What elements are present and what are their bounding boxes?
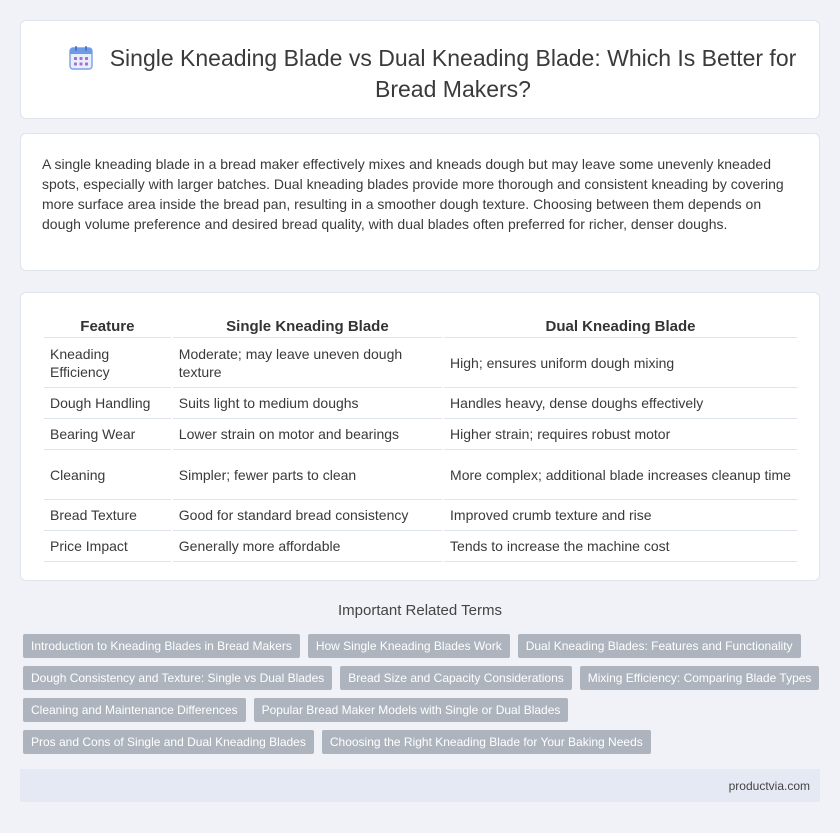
comparison-table bbox=[42, 315, 799, 562]
calendar-icon bbox=[68, 45, 94, 71]
table-cell-single: Simpler; fewer parts to clean bbox=[173, 450, 442, 500]
footer bbox=[20, 769, 820, 802]
table-row bbox=[44, 419, 797, 450]
related-term-tag[interactable]: Dough Consistency and Texture: Single vs Dual Blades bbox=[23, 666, 332, 690]
table-cell-single: Lower strain on motor and bearings bbox=[173, 419, 442, 450]
table-cell-dual: More complex; additional blade increases cleanup time bbox=[444, 450, 797, 500]
table-cell-feature: Dough Handling bbox=[44, 388, 171, 419]
header-card bbox=[20, 20, 820, 119]
table-cell-feature: Kneading Efficiency bbox=[44, 338, 171, 388]
table-cell-feature: Cleaning bbox=[44, 450, 171, 500]
table-row bbox=[44, 388, 797, 419]
related-terms-tags bbox=[23, 634, 823, 762]
intro-card bbox=[20, 133, 820, 271]
column-header-single: Single Kneading Blade bbox=[173, 315, 442, 338]
related-term-tag[interactable]: Mixing Efficiency: Comparing Blade Types bbox=[580, 666, 820, 690]
table-cell-feature: Bearing Wear bbox=[44, 419, 171, 450]
related-term-tag[interactable]: Dual Kneading Blades: Features and Functionality bbox=[518, 634, 801, 658]
table-row bbox=[44, 450, 797, 500]
related-term-tag[interactable]: Pros and Cons of Single and Dual Kneading Blades bbox=[23, 730, 314, 754]
table-cell-dual: Handles heavy, dense doughs effectively bbox=[444, 388, 797, 419]
table-row bbox=[44, 338, 797, 388]
table-cell-dual: Tends to increase the machine cost bbox=[444, 531, 797, 562]
related-term-tag[interactable]: How Single Kneading Blades Work bbox=[308, 634, 510, 658]
table-cell-dual: Higher strain; requires robust motor bbox=[444, 419, 797, 450]
table-cell-dual: High; ensures uniform dough mixing bbox=[444, 338, 797, 388]
related-term-tag[interactable]: Introduction to Kneading Blades in Bread Makers bbox=[23, 634, 300, 658]
comparison-card bbox=[20, 292, 820, 581]
table-header-row bbox=[44, 315, 797, 338]
intro-paragraph: A single kneading blade in a bread maker effectively mixes and kneads dough but may leave some unevenly kneaded spots, especially with larger batches. Dual kneading blades provide more thorough and consistent kneading by covering more surface area inside the bread pan, resulting in a smoother dough texture. Choosing between them depends on dough volume preference and desired bread quality, with dual blades often preferred for richer, denser doughs. bbox=[42, 156, 784, 232]
related-term-tag[interactable]: Cleaning and Maintenance Differences bbox=[23, 698, 246, 722]
related-term-tag[interactable]: Choosing the Right Kneading Blade for Your Baking Needs bbox=[322, 730, 651, 754]
related-term-tag[interactable]: Popular Bread Maker Models with Single or Dual Blades bbox=[254, 698, 569, 722]
table-cell-feature: Price Impact bbox=[44, 531, 171, 562]
table-cell-single: Good for standard bread consistency bbox=[173, 500, 442, 531]
related-term-tag[interactable]: Bread Size and Capacity Considerations bbox=[340, 666, 571, 690]
column-header-feature: Feature bbox=[44, 315, 171, 338]
table-cell-single: Suits light to medium doughs bbox=[173, 388, 442, 419]
table-row bbox=[44, 531, 797, 562]
footer-site-link[interactable]: productvia.com bbox=[728, 779, 810, 793]
related-terms-title: Important Related Terms bbox=[338, 602, 502, 619]
page-title: Single Kneading Blade vs Dual Kneading Blade: Which Is Better for Bread Makers? bbox=[109, 45, 797, 102]
table-cell-feature: Bread Texture bbox=[44, 500, 171, 531]
table-cell-single: Generally more affordable bbox=[173, 531, 442, 562]
table-row bbox=[44, 500, 797, 531]
table-cell-dual: Improved crumb texture and rise bbox=[444, 500, 797, 531]
table-cell-single: Moderate; may leave uneven dough texture bbox=[173, 338, 442, 388]
column-header-dual: Dual Kneading Blade bbox=[444, 315, 797, 338]
